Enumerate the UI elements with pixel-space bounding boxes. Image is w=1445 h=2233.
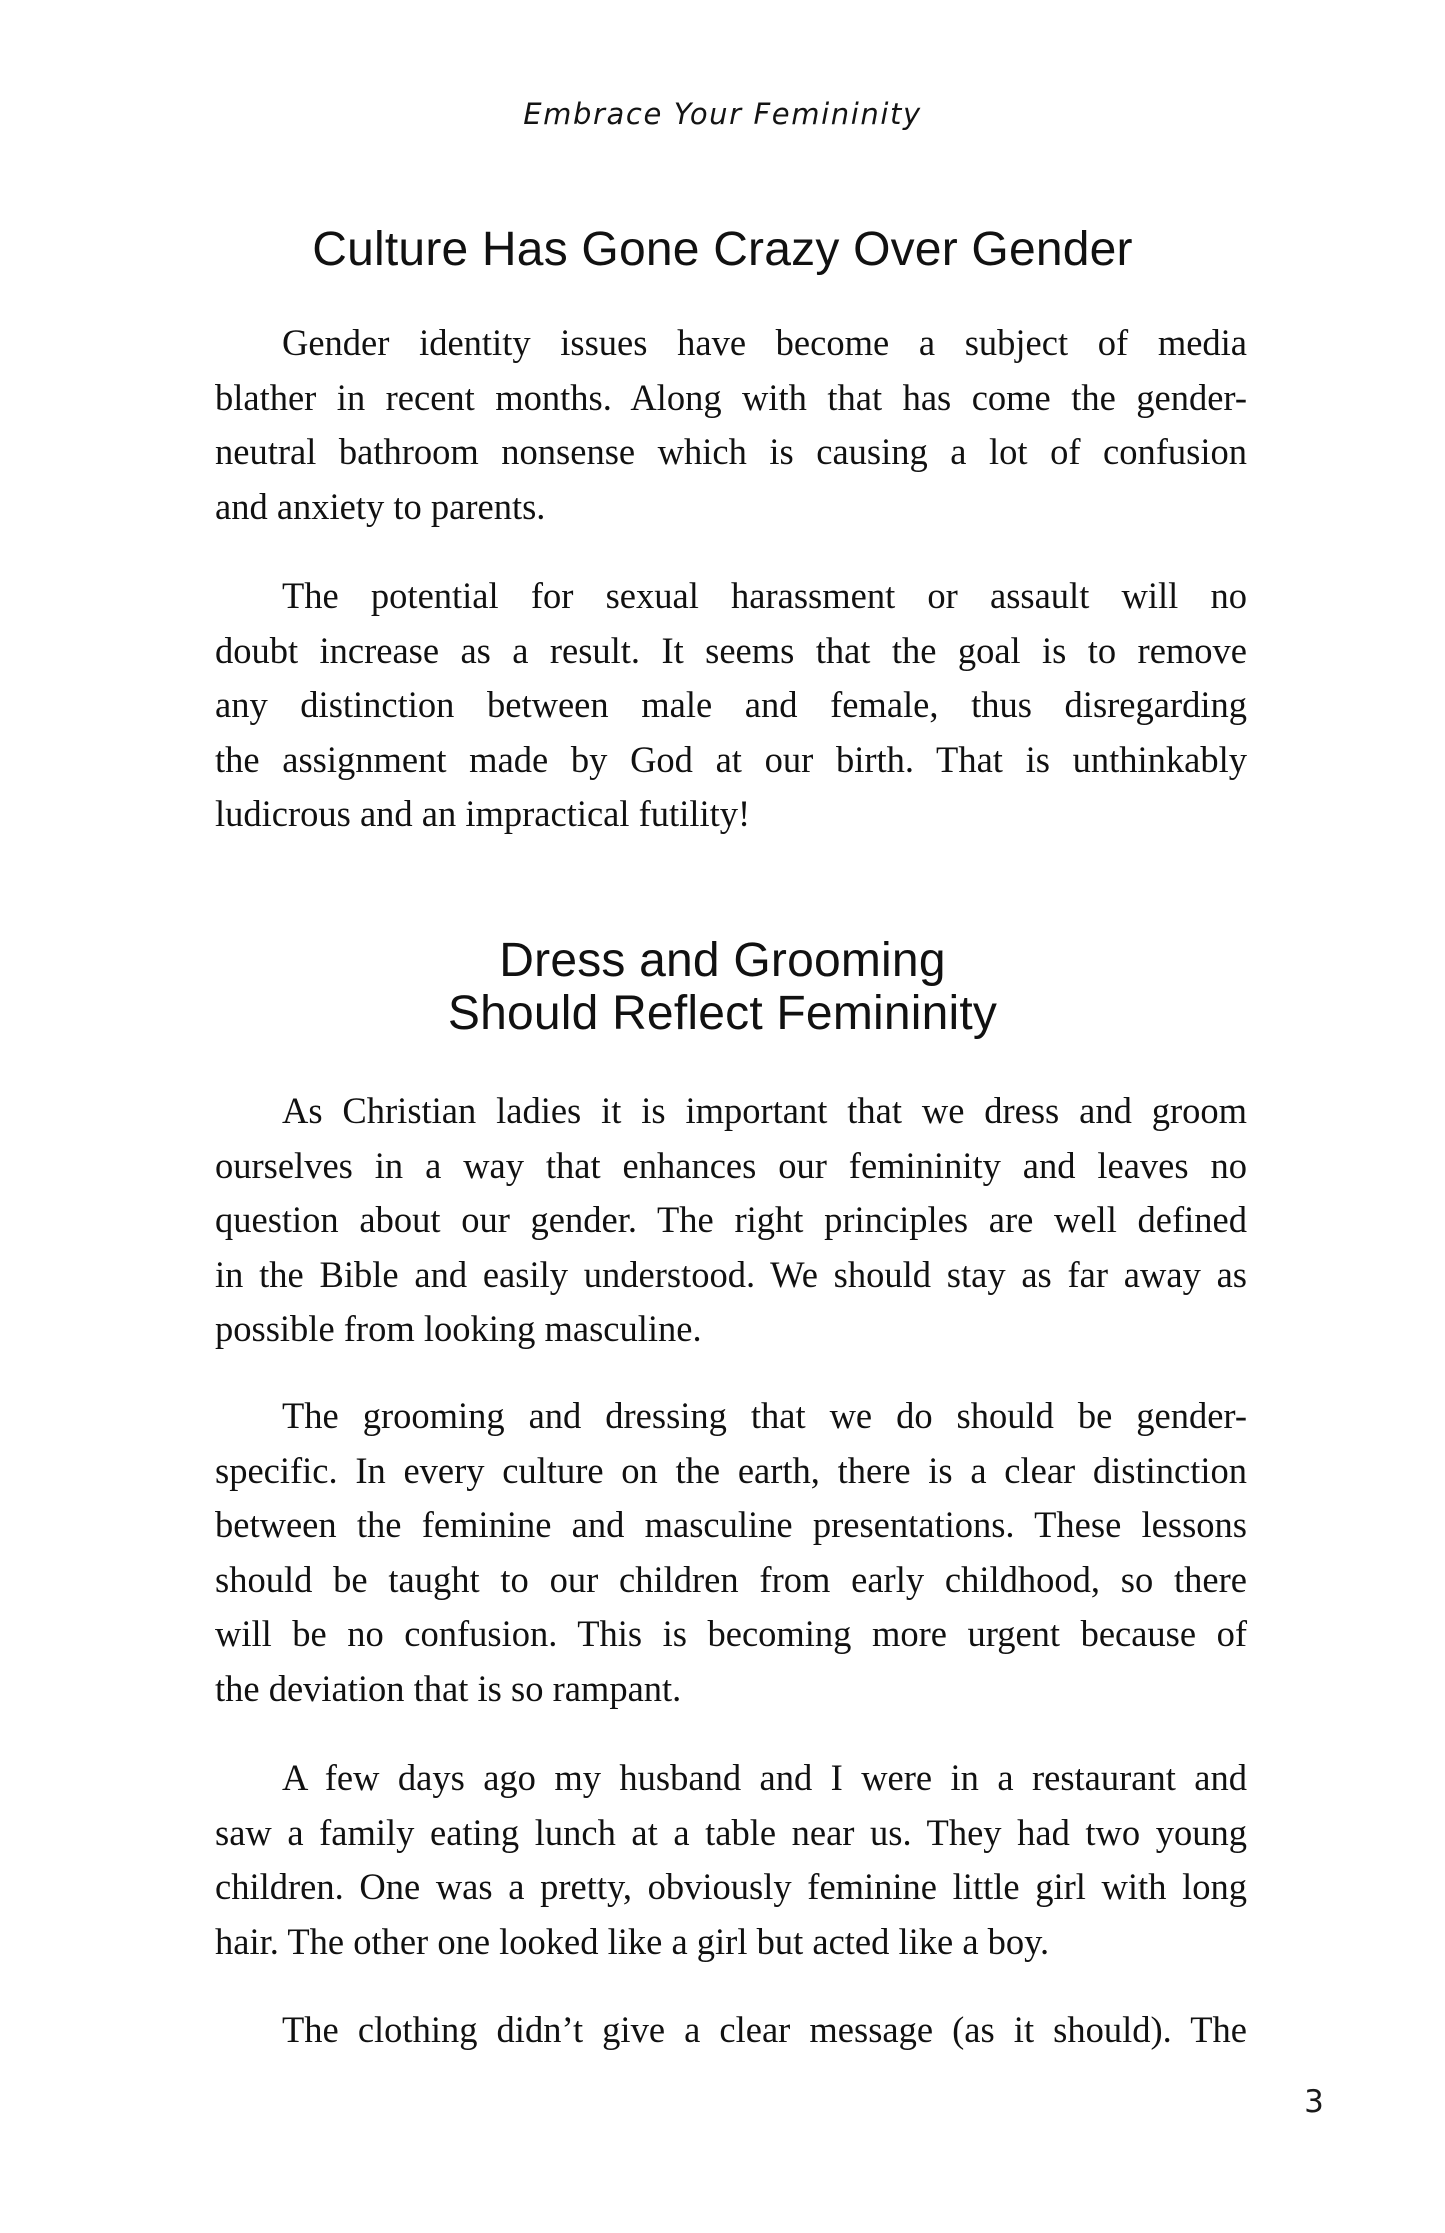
paragraph: [215, 1751, 1247, 1969]
paragraph: [215, 1084, 1247, 1357]
text-line: The clothing didn’t give a clear message (as it should). The: [282, 2009, 1247, 2050]
text-line: between the feminine and masculine presentations. These lessons: [215, 1504, 1247, 1546]
section-heading-culture: Culture Has Gone Crazy Over Gender: [312, 223, 1133, 276]
text-line: saw a family eating lunch at a table near us. They had two young: [215, 1811, 1247, 1853]
page-number: 3: [1304, 2084, 1324, 2120]
text-line: in the Bible and easily understood. We should stay as far away as: [215, 1253, 1247, 1295]
text-line: question about our gender. The right principles are well defined: [215, 1199, 1247, 1241]
text-line: the assignment made by God at our birth. That is unthinkably: [215, 738, 1247, 780]
text-line: and anxiety to parents.: [215, 485, 546, 527]
text-line: should be taught to our children from early childhood, so there: [215, 1558, 1247, 1600]
paragraph: [215, 569, 1247, 842]
running-header: Embrace Your Femininity: [523, 97, 922, 131]
text-line: As Christian ladies it is important that we dress and groom: [282, 1090, 1247, 1131]
text-line: any distinction between male and female, thus disregarding: [215, 684, 1247, 726]
text-line: the deviation that is so rampant.: [215, 1667, 682, 1709]
heading-line: Should Reflect Femininity: [447, 987, 998, 1040]
text-line: hair. The other one looked like a girl but acted like a boy.: [215, 1920, 1050, 1962]
text-line: Gender identity issues have become a subject of media: [282, 322, 1247, 363]
text-line: possible from looking masculine.: [215, 1308, 702, 1350]
heading-line: Dress and Grooming: [499, 934, 946, 987]
text-line: children. One was a pretty, obviously feminine little girl with long: [215, 1866, 1247, 1908]
text-line: specific. In every culture on the earth, there is a clear distinction: [215, 1449, 1247, 1491]
text-line: A few days ago my husband and I were in a restaurant and: [282, 1757, 1247, 1798]
text-line: blather in recent months. Along with that has come the gender-: [215, 376, 1247, 418]
paragraph: [215, 2003, 1247, 2058]
text-line: neutral bathroom nonsense which is causing a lot of confusion: [215, 431, 1247, 473]
text-line: will be no confusion. This is becoming more urgent because of: [215, 1613, 1247, 1655]
text-line: The potential for sexual harassment or assault will no: [282, 575, 1247, 616]
paragraph: [215, 316, 1247, 534]
paragraph: [215, 1389, 1247, 1717]
text-line: The grooming and dressing that we do should be gender-: [282, 1395, 1247, 1436]
text-line: doubt increase as a result. It seems that the goal is to remove: [215, 629, 1247, 671]
text-line: ludicrous and an impractical futility!: [215, 793, 751, 835]
text-line: ourselves in a way that enhances our femininity and leaves no: [215, 1144, 1247, 1186]
section-heading-dress-grooming: [0, 934, 1445, 1040]
